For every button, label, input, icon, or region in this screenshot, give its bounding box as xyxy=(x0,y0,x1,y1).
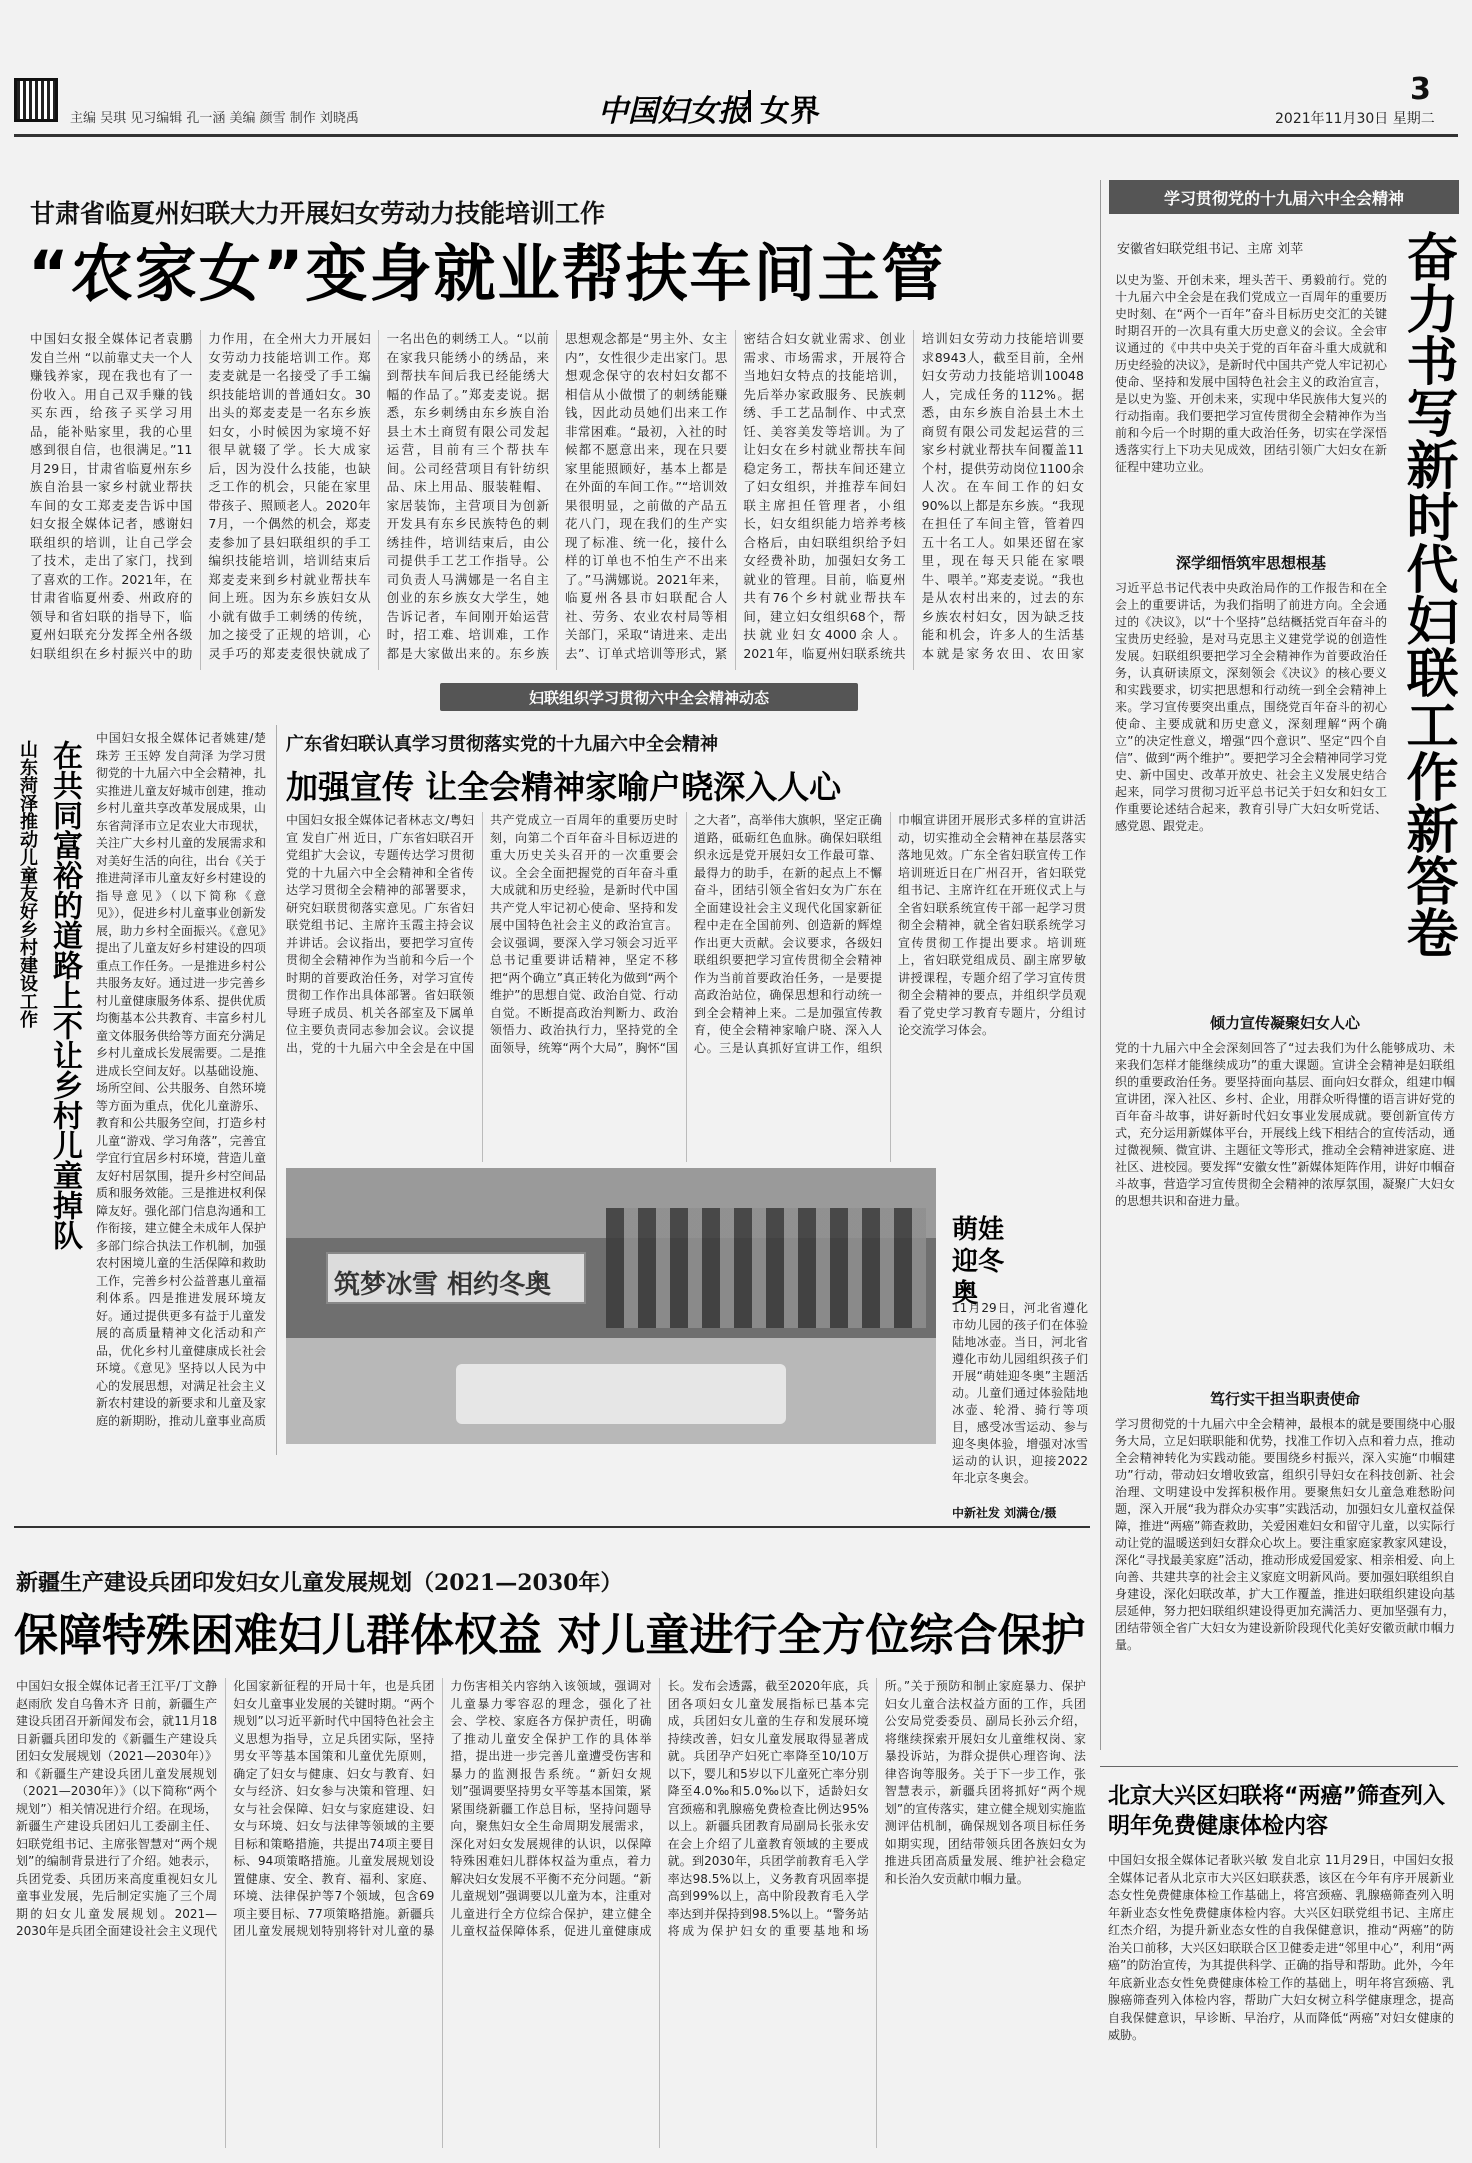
issue-date: 2021年11月30日 星期二 xyxy=(1275,111,1435,127)
guangdong-kicker: 广东省妇联认真学习贯彻落实党的十九届六中全会精神 xyxy=(286,734,718,755)
kindergarten-photo xyxy=(286,1168,936,1444)
section-rule xyxy=(14,1526,1090,1528)
qr-code-icon xyxy=(14,78,58,122)
photo-caption: 11月29日，河北省遵化市幼儿园的孩子们在体验陆地冰壶。当日，河北省遵化市幼儿园组织孩子们开展“萌娃迎冬奥”主题活动。儿童们通过体验陆地冰壶、轮滑、骑行等项目，感受冰雪运动、参与迎冬奥体验，增强对冰雪运动的认识，迎接2022年北京冬奥会。 xyxy=(952,1301,1088,1485)
photo-banner-text: 筑梦冰雪 相约冬奥 xyxy=(334,1270,552,1300)
top-headline: “农家女”变身就业帮扶车间主管 xyxy=(28,237,946,310)
masthead-rule xyxy=(14,134,1458,137)
right-intro: 以史为鉴、开创未来，埋头苦干、勇毅前行。党的十九届六中全会是在我们党成立一百周年的重要历史时刻、在“两个一百年”奋斗目标历史交汇的关键时期召开的一次具有重大历史意义的会议。全会审议通过的《中共中央关于党的百年奋斗重大成就和历史经验的决议》，是新时代中国共产党人牢记初心使命、坚持和发展中国特色社会主义的政治宣言，是以史为鉴、开创未来，实现中华民族伟大复兴的行动指南。我们要把学习宣传贯彻全会精神作为当前和今后一个时期的重大政治任务，切实在学深悟透落实行上下功夫见成效，团结引领广大妇女在新征程中建功立业。 xyxy=(1115,273,1387,474)
mid-banner-text: 妇联组织学习贯彻六中全会精神动态 xyxy=(528,689,769,707)
left-kicker: 山东菏泽推动儿童友好乡村建设工作 xyxy=(17,740,38,1028)
xinjiang-kicker: 新疆生产建设兵团印发妇女儿童发展规划（2021—2030年） xyxy=(16,1570,623,1596)
right-text-2: 党的十九届六中全会深刻回答了“过去我们为什么能够成功、未来我们怎样才能继续成功”的重大课题。宣讲全会精神是妇联组织的重要政治任务。要坚持面向基层、面向妇女群众，组建巾帼宣讲团，深入社区、乡村、企业，用群众听得懂的语言讲好党的百年奋斗故事，讲好新时代妇女事业发展成就。要创新宣传方式，充分运用新媒体平台，开展线上线下相结合的宣传活动，通过微视频、微宣讲、主题征文等形式，推动全会精神进家庭、进社区、进校园。要发挥“安徽女性”新媒体矩阵作用，讲好巾帼奋斗故事，营造学习宣传贯彻全会精神的浓厚氛围，凝聚广大妇女的思想共识和奋进力量。 xyxy=(1115,1041,1455,1208)
curling-mat xyxy=(456,1364,786,1424)
beijing-headline: 北京大兴区妇联将“两癌”筛查列入明年免费健康体检内容 xyxy=(1108,1784,1445,1839)
right-panel xyxy=(1100,180,1458,1750)
left-article-body: 中国妇女报全媒体记者姚建/楚珠芳 王玉婷 发自菏泽 为学习贯彻党的十九届六中全会精神，扎实推进儿童友好城市创建，推动乡村儿童共享改革发展成果，山东省菏泽市立足农业大市现状，关注广大乡村儿童的发展需求和对美好生活的向往，出台《关于推进菏泽市儿童友好乡村建设的指导意见》（以下简称《意见》），促进乡村儿童事业创新发展，助力乡村全面振兴。《意见》提出了儿童友好乡村建设的四项重点工作任务。一是推进乡村公共服务友好。通过进一步完善乡村儿童健康服务体系、提供优质均衡基本公共教育、丰富乡村儿童文体服务供给等方面充分满足乡村儿童成长发展需要。二是推进成长空间友好。以基础设施、场所空间、公共服务、自然环境等方面为重点，优化儿童游乐、教育和公共服务空间，打造乡村儿童“游戏、学习角落”，完善宜学宜行宜居乡村环境，营造儿童友好村居氛围，提升乡村空间品质和服务效能。三是推进权利保障友好。强化部门信息沟通和工作衔接，建立健全未成年人保护多部门综合执法工作机制，加强农村困境儿童的生活保障和救助工作，完善乡村公益普惠儿童福利体系。四是推进发展环境友好。通过提供更多有益于儿童发展的高质量精神文化活动和产品，优化乡村儿童健康成长社会环境。《意见》坚持以人民为中心的发展思想，对满足社会主义新农村建设的新要求和儿童及家庭的新期盼，推动儿童事业高质 xyxy=(96,731,266,1428)
top-kicker: 甘肃省临夏州妇联大力开展妇女劳动力技能培训工作 xyxy=(30,199,606,228)
byline: 安徽省妇联党组书记、主席 刘苹 xyxy=(1117,242,1304,257)
children-row xyxy=(606,1208,926,1328)
guangdong-article-body: 中国妇女报全媒体记者林志文/粤妇宣 发自广州 近日，广东省妇联召开党组扩大会议，专题传达学习贯彻党的十九届六中全会精神和全省传达学习贯彻全会精神的部署要求，研究妇联贯彻落实意见。广东省妇联党组书记、主席许玉霞主持会议并讲话。会议指出，要把学习宣传贯彻全会精神作为当前和今后一个时期的首要政治任务，对学习宣传贯彻工作作出具体部署。省妇联领导班子成员、机关各部室及下属单位主要负责同志参加会议。会议提出，党的十九届六中全会是在中国共产党成立一百周年的重要历史时刻，向第二个百年奋斗目标迈进的重大历史关头召开的一次重要会议。全会全面把握党的百年奋斗重大成就和历史经验，是新时代中国共产党人牢记初心使命、坚持和发展中国特色社会主义的政治宣言。会议强调，要深入学习领会习近平总书记重要讲话精神，坚定不移把“两个确立”真正转化为做到“两个维护”的思想自觉、政治自觉、行动自觉。不断提高政治判断力、政治领悟力、政治执行力，坚持党的全面领导，统筹“两个大局”，胸怀“国之大者”，高举伟大旗帜，坚定正确道路，砥砺红色血脉。确保妇联组织永远是党开展妇女工作最可靠、最得力的助手，在新的起点上不懈奋斗，团结引领全省妇女为广东在全面建设社会主义现代化国家新征程中走在全国前列、创造新的辉煌作出更大贡献。会议要求，各级妇联组织要把学习宣传贯彻全会精神作为当前首要政治任务，一是要提高政治站位，确保思想和行动统一到全会精神上来。二是加强宣传教育，使全会精神家喻户晓、深入人心。三是认真抓好宣讲工作，组织巾帼宣讲团开展形式多样的宣讲活动，切实推动全会精神在基层落实落地见效。广东全省妇联宣传工作培训班近日在广州召开，省妇联党组书记、主席许红在开班仪式上与全省妇联系统宣传干部一起学习贯彻全会精神，就全省妇联系统学习宣传贯彻工作提出要求。培训班上，省妇联党组成员、副主席罗敏讲授课程，专题介绍了学习宣传贯彻全会精神的要点，并组织学员观看了党史学习教育专题片，分组讨论交流学习体会。 xyxy=(286,813,1086,1055)
beijing-divider xyxy=(1100,1766,1458,1767)
right-text-1: 习近平总书记代表中央政治局作的工作报告和在全会上的重要讲话，为我们指明了前进方向。全会通过的《决议》，以“十个坚持”总结概括党百年奋斗的宝贵历史经验，是对马克思主义建党学说的创造性发展。妇联组织要把学习全会精神作为首要政治任务，认真研读原文，深刻领会《决议》的核心要义和实践要求，切实把思想和行动统一到全会精神上来。学习宣传要突出重点，围绕党百年奋斗的初心使命、主要成就和历史意义，深刻理解“两个确立”的决定性意义，增强“四个意识”、坚定“四个自信”、做到“两个维护”。要把学习全会精神同学习党史、新中国史、改革开放史、社会主义发展史结合起来，同学习贯彻习近平总书记关于妇女和妇女工作重要论述结合起来，教育引导广大妇女听党话、感党恩、跟党走。 xyxy=(1115,581,1387,833)
photo-credit: 中新社发 刘满仓/摄 xyxy=(952,1506,1057,1520)
left-headline: 在共同富裕的道路上不让乡村儿童掉队 xyxy=(47,740,82,1250)
xinjiang-headline: 保障特殊困难妇儿群体权益 对儿童进行全方位综合保护 xyxy=(14,1610,1086,1661)
divider-bar xyxy=(748,90,751,122)
page-number: 3 xyxy=(1410,72,1431,107)
masthead xyxy=(0,0,1472,140)
right-subhead-2: 倾力宣传凝聚妇女人心 xyxy=(1209,1014,1360,1032)
right-text-3: 学习贯彻党的十九届六中全会精神，最根本的就是要围绕中心服务大局，立足妇联职能和优势，找准工作切入点和着力点，推动全会精神转化为实践动能。要围绕乡村振兴，深入实施“巾帼建功”行动，带动妇女增收致富，组织引导妇女在科技创新、社会治理、文明建设中发挥积极作用。要聚焦妇女儿童急难愁盼问题，深入开展“我为群众办实事”实践活动，加强妇女儿童权益保障，推进“两癌”筛查救助，关爱困难妇女和留守儿童，以实际行动让党的温暖送到妇女群众心坎上。要注重家庭家教家风建设，深化“寻找最美家庭”活动，推动形成爱国爱家、相亲相爱、向上向善、共建共享的社会主义家庭文明新风尚。要加强妇联组织自身建设，深化妇联改革，扩大工作覆盖，推进妇联组织建设向基层延伸，努力把妇联组织建设得更加充满活力、更加坚强有力，团结带领全省广大妇女为建设新阶段现代化美好安徽贡献巾帼力量。 xyxy=(1115,1417,1455,1652)
section-name: 女界 xyxy=(760,94,820,129)
beijing-article-body: 中国妇女报全媒体记者耿兴敏 发自北京 11月29日，中国妇女报全媒体记者从北京市大兴区妇联获悉，该区在今年有序开展新业态女性免费健康体检工作基础上，将宫颈癌、乳腺癌筛查列入明年新业态女性免费健康体检内容。大兴区妇联党组书记、主席庄红杰介绍，为提升新业态女性的自我保健意识，推动“两癌”的防治关口前移，大兴区妇联联合区卫健委走进“邻里中心”，利用“两癌”的防治宣传，为其提供科学、正确的指导和帮助。此外，今年年底新业态女性免费健康体检工作的基础上，明年将宫颈癌、乳腺癌筛查列入体检内容，帮助广大妇女树立科学健康理念，提高自我保健意识，早诊断、早治疗，从而降低“两癌”对妇女健康的威胁。 xyxy=(1108,1853,1454,2042)
guangdong-headline: 加强宣传 让全会精神家喻户晓深入人心 xyxy=(286,768,842,806)
study-banner-text: 学习贯彻党的十九届六中全会精神 xyxy=(1163,189,1404,208)
right-headline: 奋力书写新时代妇联工作新答卷 xyxy=(1397,230,1457,958)
newspaper-logo: 中国妇女报 xyxy=(598,94,748,129)
masthead-credits: 主编 吴琪 见习编辑 孔一涵 美编 颜雪 制作 刘晓禹 xyxy=(70,111,359,126)
top-article-body: 中国妇女报全媒体记者袁鹏 发自兰州 “以前靠丈夫一个人赚钱养家，现在我也有了一份收入。用自己双手赚的钱买东西，给孩子买学习用品，能补贴家里，我的心里感到很自信，也很满足。”11月29日，甘肃省临夏州东乡族自治县一家乡村就业帮扶车间的女工郑麦麦告诉中国妇女报全媒体记者，感谢妇联组织的培训，让自己学会了技术，走出了家门，找到了喜欢的工作。2021年，在甘肃省临夏州委、州政府的领导和省妇联的指导下，临夏州妇联充分发挥全州各级妇联组织在乡村振兴中的助力作用，在全州大力开展妇女劳动力技能培训工作。郑麦麦就是一名接受了手工编织技能培训的普通妇女。30出头的郑麦麦是一名东乡族妇女，小时候因为家境不好很早就辍了学。长大成家后，因为没什么技能，也缺乏工作的机会，只能在家里带孩子、照顾老人。2020年7月，一个偶然的机会，郑麦麦参加了县妇联组织的手工编织技能培训，培训结束后郑麦麦来到乡村就业帮扶车间上班。因为东乡族妇女从小就有做手工刺绣的传统，加之接受了正规的培训，心灵手巧的郑麦麦很快就成了一名出色的刺绣工人。“以前在家我只能绣小的绣品，来到帮扶车间后我已经能绣大幅的作品了。”郑麦麦说。据悉，东乡刺绣由东乡族自治县土木土商贸有限公司发起运营，目前有三个帮扶车间。公司经营项目有针纺织品、床上用品、服装鞋帽、家居装饰，主营项目为创新开发具有东乡民族特色的刺绣挂件，培训结束后，由公司提供手工艺工作指导。公司负责人马满娜是一名自主创业的东乡族女大学生，她告诉记者，车间刚开始运营时，招工难、培训难，工作都是大家做出来的。东乡族思想观念都是“男主外、女主内”，女性很少走出家门。思想观念保守的农村妇女都不相信从小做惯了的刺绣能赚钱，因此动员她们出来工作非常困难。“最初，入社的时候都不愿意出来，现在只要家里能照顾好，基本上都是在外面的车间工作。”“培训效果很明显，之前做的产品五花八门，现在我们的生产实现了标准、统一化，接什么样的订单也不怕生产不出来了。”马满娜说。2021年来，临夏州各县市妇联配合人社、劳务、农业农村局等相关部门，采取“请进来、走出去”、订单式培训等形式，紧密结合妇女就业需求、创业需求、市场需求，开展符合当地妇女特点的技能培训，先后举办家政服务、民族刺绣、手工艺品制作、中式烹饪、美容美发等培训。为了让妇女在乡村就业帮扶车间稳定务工，帮扶车间还建立了妇女组织，并推荐车间妇联主席担任管理者，小组长，妇女组织能力培养考核合格后，由妇联组织给予妇女经费补助，加强妇女务工就业的管理。目前，临夏州共有76个乡村就业帮扶车间，建立妇女组织68个，帮扶就业妇女4000余人。2021年，临夏州妇联系统共培训妇女劳动力技能培训要求8943人，截至目前，全州妇女劳动力技能培训10048人，完成任务的112%。据悉，由东乡族自治县土木土商贸有限公司发起运营的三家乡村就业帮扶车间覆盖11个村，提供劳动岗位1100余人次。在车间工作的妇女90%以上都是东乡族。“我现在担任了车间主管，管着四五十名工人。如果还留在家里，现在每天只能在家喂牛、喂羊。”郑麦麦说。“我也是从农村出来的，过去的东乡族农村妇女，因为缺乏技能和机会，许多人的生活基本就是家务农田、农田家 xyxy=(30,331,1084,661)
right-subhead-3: 笃行实干担当职责使命 xyxy=(1209,1390,1360,1408)
photo-title: 萌娃迎冬奥 xyxy=(952,1215,1005,1309)
right-subhead-1: 深学细悟筑牢思想根基 xyxy=(1175,554,1326,572)
xinjiang-article-body: 中国妇女报全媒体记者王江平/丁文静 赵雨欣 发自乌鲁木齐 日前，新疆生产建设兵团召开新闻发布会，就11月18日新疆兵团印发的《新疆生产建设兵团妇女发展规划（2021—2030年）》和《新疆生产建设兵团儿童发展规划（2021—2030年）》（以下简称“两个规划”）相关情况进行介绍。在现场，新疆生产建设兵团妇儿工委副主任、妇联党组书记、主席张智慧对“两个规划”的编制背景进行了介绍。她表示，兵团党委、兵团历来高度重视妇女儿童事业发展，先后制定实施了三个周期的妇女儿童发展规划。2021—2030年是兵团全面建设社会主义现代化国家新征程的开局十年，也是兵团妇女儿童事业发展的关键时期。“两个规划”以习近平新时代中国特色社会主义思想为指导，立足兵团实际，坚持男女平等基本国策和儿童优先原则，确定了妇女与健康、妇女与教育、妇女与经济、妇女参与决策和管理、妇女与社会保障、妇女与家庭建设、妇女与环境、妇女与法律等领域的主要目标和策略措施，共提出74项主要目标、94项策略措施。儿童发展规划设置健康、安全、教育、福利、家庭、环境、法律保护等7个领域，包含69项主要目标、77项策略措施。新疆兵团儿童发展规划特别将针对儿童的暴力伤害相关内容纳入该领域，强调对儿童暴力零容忍的理念，强化了社会、学校、家庭各方保护责任，明确了推动儿童安全保护工作的具体举措，提出进一步完善儿童遭受伤害和暴力的监测报告系统。“新妇女规划”强调要坚持男女平等基本国策，紧紧围绕新疆工作总目标，坚持问题导向，聚焦妇女全生命周期发展需求，深化对妇女发展规律的认识，以保障特殊困难妇儿群体权益为重点，着力解决妇女发展不平衡不充分问题。“新儿童规划”强调要以儿童为本，注重对儿童进行全方位综合保护，建立健全儿童权益保障体系，促进儿童健康成长。发布会透露，截至2020年底，兵团各项妇女儿童发展指标已基本完成，兵团妇女儿童的生存和发展环境持续改善，妇女儿童发展取得显著成就。兵团孕产妇死亡率降至10/10万以下，婴儿和5岁以下儿童死亡率分别降至4.0‰和5.0‰以下，适龄妇女宫颈癌和乳腺癌免费检查比例达95%以上。新疆兵团教育局副局长张永安在会上介绍了儿童教育领域的主要成就。到2030年，兵团学前教育毛入学率达98.5%以上，义务教育巩固率提高到99%以上，高中阶段教育毛入学率达到并保持到98.5%以上。“警务站将成为保护妇女的重要基地和场所。”关于预防和制止家庭暴力、保护妇女儿童合法权益方面的工作，兵团公安局党委委员、副局长孙云介绍，将继续探索开展妇女儿童维权岗、家暴投诉站，为群众提供心理咨询、法律咨询等服务。关于下一步工作，张智慧表示，新疆兵团将抓好“两个规划”的宣传落实，建立健全规划实施监测评估机制，确保规划各项目标任务如期实现，团结带领兵团各族妇女为推进兵团高质量发展、维护社会稳定和长治久安贡献巾帼力量。 xyxy=(16,1679,1086,1938)
left-divider xyxy=(276,725,277,1455)
